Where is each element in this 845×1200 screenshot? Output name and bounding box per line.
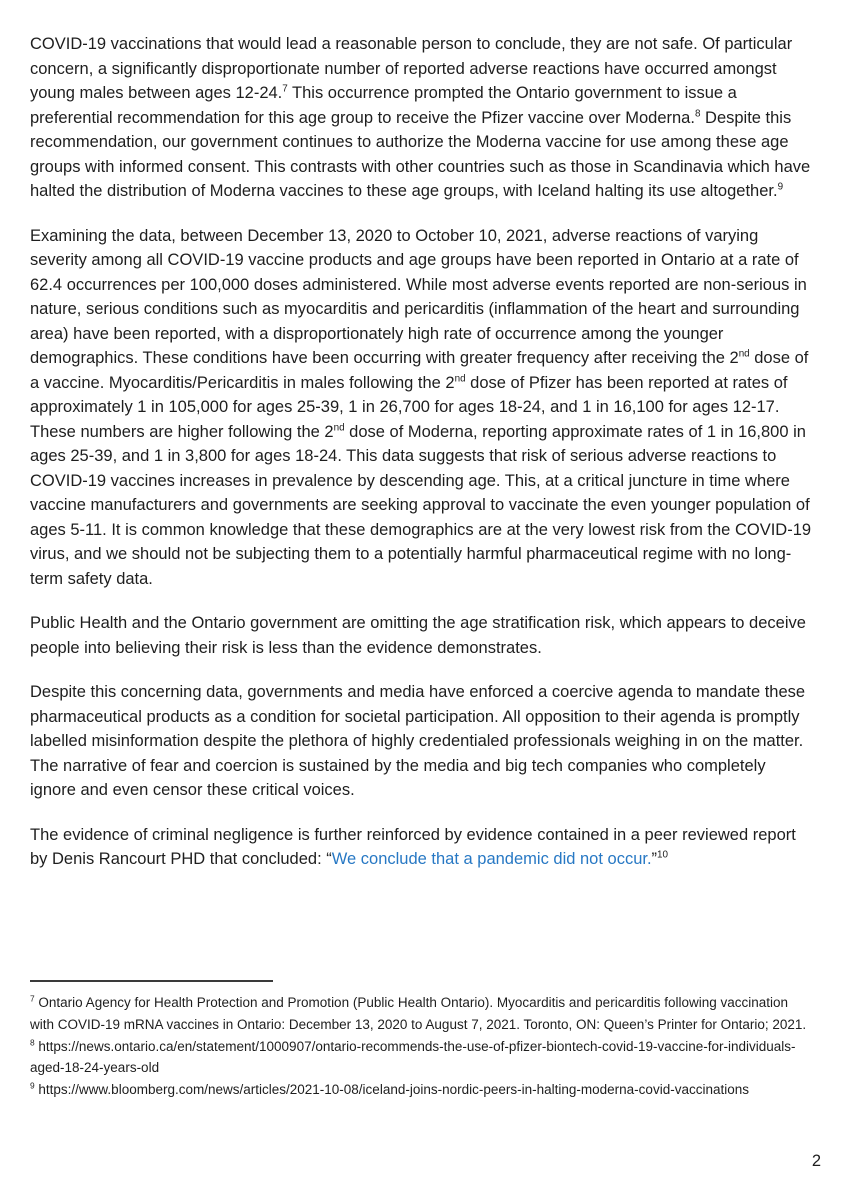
footnote-separator — [30, 980, 273, 982]
text-run: Despite this concerning data, governments and media have enforced a coercive agenda to mandate these pharmaceutical products as a condition for societal participation. All opposition to their agenda is promptly labelled misinformation despite the plethora of highly credentialed professionals weighing in on the matter. The narrative of fear and coercion is sustained by the media and big tech companies who completely ignore and even censor these critical voices. — [30, 683, 806, 799]
footnote-marker: 7 — [30, 993, 35, 1004]
superscript-reference: 7 — [282, 83, 288, 95]
footnote-9 — [30, 1079, 815, 1101]
text-run: dose of Pfizer has been reported at rates of approximately 1 in 105,000 for ages 25-39, 1 in 26,700 for ages 18-24, and 1 in 16,100 for ages 12-17. These numbers are higher following the 2 — [30, 373, 788, 441]
footnote-8 — [30, 1036, 815, 1080]
paragraph-4 — [30, 680, 815, 803]
superscript-reference: nd — [333, 422, 345, 433]
paragraph-3 — [30, 611, 815, 660]
superscript-reference: 8 — [694, 108, 701, 119]
text-run: Public Health and the Ontario government are omitting the age stratification risk, which appears to deceive people into believing their risk is less than the evidence demonstrates. — [30, 614, 806, 657]
footnote-marker: 8 — [30, 1037, 35, 1048]
text-run: dose of a vaccine. Myocarditis/Pericarditis in males following the 2 — [30, 349, 809, 392]
paragraph-1 — [30, 32, 815, 204]
footnote-marker: 9 — [30, 1080, 35, 1091]
text-run: dose of Moderna, reporting approximate rates of 1 in 16,800 in ages 25-39, and 1 in 3,800 for ages 18-24. This data suggests that risk of serious adverse reactions to COVID-19 vaccines increases in prevalence by descending age. This, at a critical juncture in time where vaccine manufacturers and governments are seeking approval to vaccinate the even younger population of ages 5-11. It is common knowledge that these demographics are at the very lowest risk from the COVID-19 virus, and we should not be subjecting them to a potentially harmful pharmaceutical regime with no long-term safety data. — [30, 422, 812, 588]
pandemic-report-link[interactable]: We conclude that a pandemic did not occur. — [331, 850, 652, 868]
body-text — [30, 32, 815, 872]
footnotes — [30, 992, 815, 1101]
footnote-region — [30, 972, 815, 1101]
text-run: Despite this recommendation, our government continues to authorize the Moderna vaccine for use among these age groups with informed consent. This contrasts with other countries such as those in Scandinavia which have halted the distribution of Moderna vaccines to these age groups, with Iceland halting its use altogether. — [30, 108, 811, 200]
paragraph-5 — [30, 823, 815, 872]
text-run: ” — [651, 850, 658, 868]
footnote-text: Ontario Agency for Health Protection and Promotion (Public Health Ontario). Myocarditis and pericarditis following vaccination with COVID-19 mRNA vaccines in Ontario: December 13, 2020 to August 7, 2021. Toronto, ON: Queen’s Printer for Ontario; 2021. — [30, 995, 807, 1032]
text-run: Examining the data, between December 13, 2020 to October 10, 2021, adverse reactions of varying severity among all COVID-19 vaccine products and age groups have been reported in Ontario at a rate of 62.4 occurrences per 100,000 doses administered. While most adverse events reported are non-serious in nature, serious conditions such as myocarditis and pericarditis (inflammation of the heart and surrounding area) have been reported, with a disproportionately high rate of occurrence among the younger demographics. These conditions have been occurring with greater frequency after receiving the 2 — [30, 226, 807, 367]
superscript-reference: nd — [738, 348, 750, 360]
paragraph-2 — [30, 224, 815, 592]
text-run: The evidence of criminal negligence is further reinforced by evidence contained in a peer reviewed report by Denis Rancourt PHD that concluded: “ — [30, 825, 796, 868]
text-run: COVID-19 vaccinations that would lead a reasonable person to conclude, they are not safe. Of particular concern, a significantly disproportionate number of reported adverse reactions have occurred amongst young males between ages 12-24. — [30, 35, 793, 102]
text-run: This occurrence prompted the Ontario government to issue a preferential recommendation for this age group to receive the Pfizer vaccine over Moderna. — [30, 84, 737, 127]
footnote-7 — [30, 992, 815, 1036]
footnote-text: https://www.bloomberg.com/news/articles/2021-10-08/iceland-joins-nordic-peers-in-halting-moderna-covid-vaccinations — [34, 1082, 749, 1098]
footnote-text: https://news.ontario.ca/en/statement/1000907/ontario-recommends-the-use-of-pfizer-biontech-covid-19-vaccine-for-individuals-aged-18-24-years-old — [30, 1038, 796, 1076]
superscript-reference: 9 — [777, 181, 784, 193]
superscript-reference: 10 — [657, 849, 669, 861]
page-number: 2 — [811, 1152, 821, 1170]
superscript-reference: nd — [454, 373, 466, 384]
